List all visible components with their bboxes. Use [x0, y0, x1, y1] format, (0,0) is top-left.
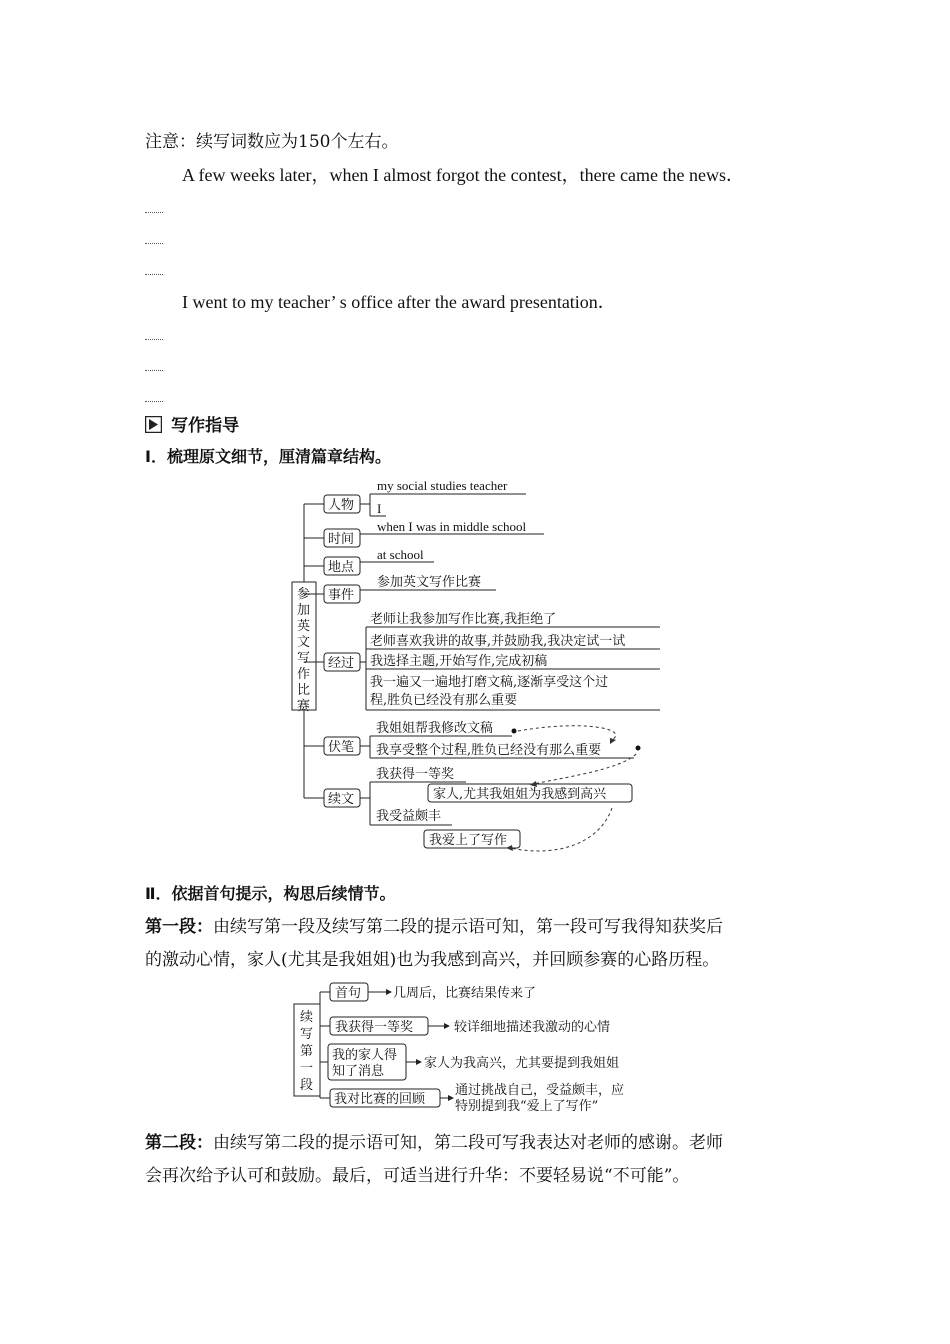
process-3: 我选择主题,开始写作,完成初稿 — [370, 654, 548, 669]
guide-heading — [145, 411, 239, 436]
writing-line — [145, 401, 163, 402]
process-4a: 我一遍又一遍地打磨文稿,逐渐享受这个过 — [370, 675, 609, 690]
para1-text-line2: 的激动心情，家人(尤其是我姐姐)也为我感到高兴，并回顾参赛的心路历程。 — [145, 950, 720, 970]
row4-box: 我对比赛的回顾 — [334, 1092, 426, 1107]
process-4b: 程,胜负已经没有那么重要 — [370, 693, 518, 708]
process-2: 老师喜欢我讲的故事,并鼓励我,我决定试一试 — [370, 634, 626, 649]
label-process: 经过 — [328, 656, 355, 671]
svg-text:作: 作 — [297, 667, 311, 682]
writing-line — [145, 370, 163, 371]
label-people: 人物 — [328, 498, 355, 513]
continuation-4: 我爱上了写作 — [429, 833, 508, 848]
row2-text: 较详细地描述我激动的心情 — [454, 1020, 611, 1035]
label-event: 事件 — [328, 588, 355, 603]
continuation-1: 我获得一等奖 — [376, 767, 455, 782]
paragraph1-guide — [145, 912, 723, 937]
writing-line — [145, 243, 163, 244]
svg-text:比: 比 — [297, 683, 311, 698]
word-count-note: 注意：续写词数应为150个左右。 — [145, 132, 399, 152]
row4-text-line1: 通过挑战自己，受益颇丰，应 — [455, 1083, 625, 1098]
para2-text-line2: 会再次给予认可和鼓励。最后，可适当进行升华：不要轻易说“不可能”。 — [145, 1166, 690, 1186]
continuation-2: 家人,尤其我姐姐为我感到高兴 — [433, 787, 607, 802]
row1-box: 首句 — [335, 986, 362, 1001]
svg-text:写: 写 — [297, 651, 311, 666]
svg-text:文: 文 — [297, 635, 311, 650]
svg-text:写: 写 — [300, 1027, 314, 1042]
row1-text: 几周后，比赛结果传来了 — [393, 986, 537, 1001]
prompt-second-paragraph: I went to my teacher’ s office after the award presentation． — [182, 292, 616, 312]
label-foreshadow: 伏笔 — [328, 740, 355, 755]
writing-line — [145, 212, 163, 213]
section2-title: Ⅱ．依据首句提示，构思后续情节。 — [145, 884, 396, 903]
svg-text:赛: 赛 — [297, 699, 311, 714]
writing-line — [145, 339, 163, 340]
continuation-3: 我受益颇丰 — [376, 809, 442, 824]
section1-title: Ⅰ．梳理原文细节，厘清篇章结构。 — [145, 447, 391, 466]
para1-label: 第一段： — [145, 917, 213, 937]
structure-mindmap — [0, 470, 950, 870]
row3-text: 家人为我高兴，尤其要提到我姐姐 — [424, 1056, 620, 1071]
guide-title: 写作指导 — [171, 416, 240, 436]
svg-text:一: 一 — [300, 1061, 314, 1076]
play-icon — [145, 416, 162, 433]
process-1: 老师让我参加写作比赛,我拒绝了 — [370, 612, 557, 627]
time-value: when I was in middle school — [377, 519, 527, 534]
svg-text:英: 英 — [297, 619, 311, 634]
foreshadow-2: 我享受整个过程,胜负已经没有那么重要 — [376, 743, 602, 758]
row2-box: 我获得一等奖 — [335, 1020, 414, 1035]
row4-text-line2: 特别提到我“爱上了写作” — [455, 1099, 599, 1114]
svg-text:参: 参 — [297, 587, 311, 602]
paragraph1-mindmap — [0, 976, 950, 1116]
prompt-first-paragraph: A few weeks later，when I almost forgot the contest，there came the news． — [182, 165, 744, 185]
row3-box-line2: 知了消息 — [332, 1064, 385, 1079]
label-place: 地点 — [328, 560, 355, 575]
foreshadow-1: 我姐姐帮我修改文稿 — [376, 721, 494, 736]
writing-line — [145, 274, 163, 275]
people-teacher: my social studies teacher — [377, 478, 508, 493]
label-time: 时间 — [328, 532, 355, 547]
row3-box-line1: 我的家人得 — [332, 1048, 398, 1063]
place-value: at school — [377, 547, 424, 562]
mindmap-root-text — [297, 587, 310, 714]
svg-text:段: 段 — [300, 1078, 314, 1093]
people-i: I — [377, 501, 382, 516]
event-value: 参加英文写作比赛 — [377, 575, 482, 590]
para1-text-line1: 由续写第一段及续写第二段的提示语可知，第一段可写我得知获奖后 — [213, 917, 723, 937]
svg-text:第: 第 — [300, 1044, 314, 1059]
paragraph2-guide — [145, 1128, 723, 1153]
svg-text:加: 加 — [297, 603, 311, 618]
svg-text:续: 续 — [300, 1010, 314, 1025]
label-continuation: 续文 — [328, 792, 355, 807]
para2-text-line1: 由续写第二段的提示语可知，第二段可写我表达对老师的感谢。老师 — [213, 1133, 723, 1153]
para2-label: 第二段： — [145, 1133, 213, 1153]
